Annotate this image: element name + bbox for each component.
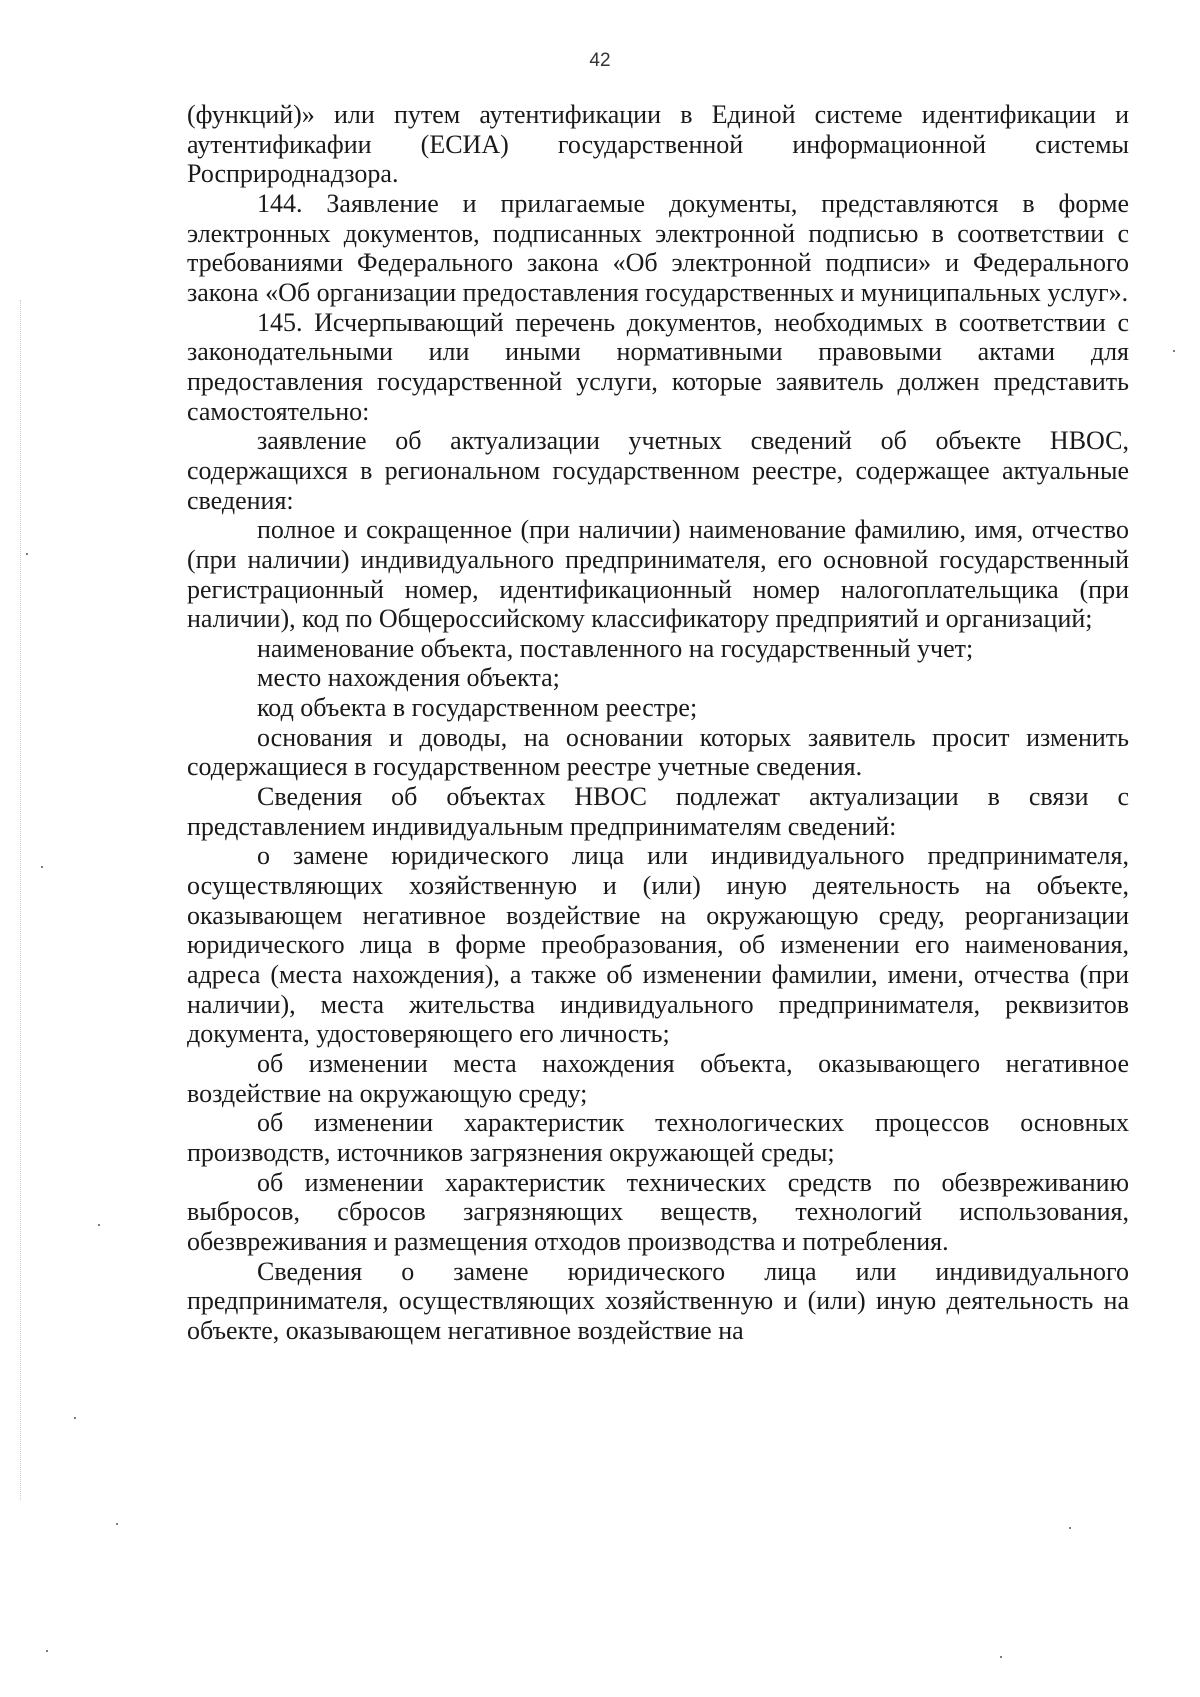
paragraph-full-name: полное и сокращенное (при наличии) наименование фамилию, имя, отчество (при наличии) индивидуального предпринимателя, его основной государственный регистрационный номер, идентификационный номер налогоплательщика (при наличии), код по Общероссийскому классификатору предприятий и организаций;: [187, 515, 1129, 634]
scan-speck: [1173, 350, 1175, 352]
paragraph-application: заявление об актуализации учетных сведений об объекте НВОС, содержащихся в региональном государственном реестре, содержащее актуальные сведения:: [187, 426, 1129, 515]
page-number: 42: [589, 50, 611, 71]
scan-speck: [98, 1224, 100, 1226]
paragraph-145: 145. Исчерпывающий перечень документов, необходимых в соответствии с законодательными или иными нормативными правовыми актами для предоставления государственной услуги, которые заявитель должен представить самостоятельно:: [187, 307, 1129, 426]
paragraph-replacement-info: Сведения о замене юридического лица или индивидуального предпринимателя, осуществляющих хозяйственную и (или) иную деятельность на объекте, оказывающем негативное воздействие на: [187, 1256, 1129, 1345]
list-item-object-name: наименование объекта, поставленного на государственный учет;: [257, 633, 974, 663]
list-item-grounds: основания и доводы, на основании которых заявитель просит изменить содержащиеся в государственном реестре учетные сведения.: [187, 722, 1129, 782]
scan-speck: [46, 1650, 48, 1652]
scan-speck: [74, 1417, 76, 1419]
paragraph-update-info: Сведения об объектах НВОС подлежат актуализации в связи с представлением индивидуальным предпринимателям сведений:: [187, 782, 1129, 841]
scan-speck: [41, 866, 43, 868]
scan-speck: [1069, 1527, 1071, 1529]
paragraph-144: 144. Заявление и прилагаемые документы, представляются в форме электронных документов, подписанных электронной подписью в соответствии с требованиями Федерального закона «Об электронной подписи» и Федерального закона «Об организации предоставления государственных и муниципальных услуг».: [187, 188, 1129, 307]
scan-speck: [116, 1523, 118, 1525]
paragraph-continuation: (функций)» или путем аутентификации в Единой системе идентификации и аутентификафии (ЕСИА) государственной информационной системы Росприроднадзора.: [187, 100, 1129, 189]
list-item-process-change: об изменении характеристик технологических процессов основных производств, источников загрязнения окружающей среды;: [187, 1108, 1129, 1167]
list-item-location-change: об изменении места нахождения объекта, оказывающего негативное воздействие на окружающую среду;: [187, 1049, 1129, 1108]
list-item-object-code: код объекта в государственном реестре;: [257, 693, 698, 723]
scan-speck: [26, 553, 28, 555]
scan-speck: [1000, 1656, 1002, 1658]
list-item-tech-change: об изменении характеристик технических средств по обезвреживанию выбросов, сбросов загрязняющих веществ, технологий использования, обезвреживания и размещения отходов производства и потребления.: [187, 1167, 1129, 1256]
document-body: [187, 100, 1129, 1346]
list-item-object-location: место нахождения объекта;: [257, 663, 560, 693]
list-item-replacement: о замене юридического лица или индивидуального предпринимателя, осуществляющих хозяйственную и (или) иную деятельность на объекте, оказывающем негативное воздействие на окружающую среду, реорганизации юридического лица в форме преобразования, об изменении его наименования, адреса (места нахождения), а также об изменении фамилии, имени, отчества (при наличии), места жительства индивидуального предпринимателя, реквизитов документа, удостоверяющего его личность;: [187, 841, 1129, 1049]
scan-margin-artifact: [20, 300, 22, 1500]
